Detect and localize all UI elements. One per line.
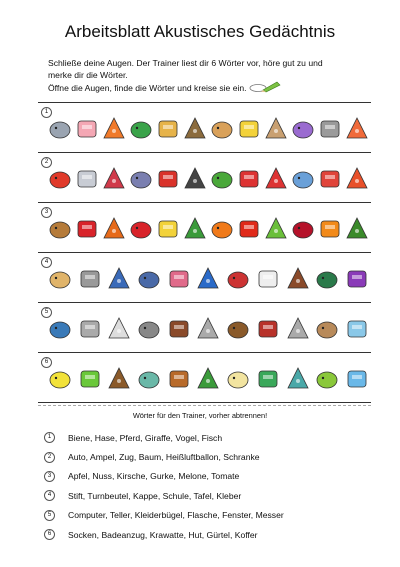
school-icon[interactable] — [48, 265, 72, 293]
instruction-line-1: Schließe deine Augen. Der Trainer liest dir 6 Wörter vor, höre gut zu und — [48, 58, 323, 68]
ruler-icon[interactable] — [256, 265, 280, 293]
trainer-note: Wörter für den Trainer, vorher abtrennen! — [132, 411, 268, 420]
trainer-word-item — [44, 447, 374, 466]
traffic-light-icon[interactable] — [183, 165, 207, 193]
scissors-icon[interactable] — [226, 265, 250, 293]
train-icon[interactable] — [129, 165, 153, 193]
airplane-icon[interactable] — [75, 165, 99, 193]
item-number: 1 — [44, 432, 55, 443]
cap-icon[interactable] — [196, 265, 220, 293]
picture-row — [38, 202, 371, 252]
instructions — [48, 58, 378, 97]
tomato-icon[interactable] — [237, 215, 261, 243]
crocodile-icon[interactable] — [129, 115, 153, 143]
page-title: Arbeitsblatt Akustisches Gedächtnis — [64, 22, 336, 41]
road-sign-icon[interactable] — [264, 165, 288, 193]
pyjamas-icon[interactable] — [345, 365, 369, 393]
item-words: Auto, Ampel, Zug, Baum, Heißluftballon, Schranke — [68, 452, 260, 463]
nut-icon[interactable] — [48, 215, 72, 243]
picture-rows — [38, 102, 371, 403]
item-words: Apfel, Nuss, Kirsche, Gurke, Melone, Tomate — [68, 471, 240, 482]
giraffe-icon[interactable] — [156, 115, 180, 143]
bottle-icon[interactable] — [256, 315, 280, 343]
row-number: 3 — [41, 207, 52, 218]
item-number: 5 — [44, 510, 55, 521]
instruction-line-3: Öffne die Augen, finde die Wörter und kreise sie ein. — [48, 83, 247, 94]
row-number: 6 — [41, 357, 52, 368]
bee-icon[interactable] — [237, 115, 261, 143]
trainer-word-item — [44, 467, 374, 486]
row-number: 2 — [41, 157, 52, 168]
skateboard-icon[interactable] — [48, 165, 72, 193]
spoon-icon[interactable] — [78, 315, 102, 343]
picture-row — [38, 102, 371, 152]
row-icons — [48, 211, 369, 247]
picture-row — [38, 352, 371, 403]
row-number: 4 — [41, 257, 52, 268]
trainer-word-item — [44, 525, 374, 544]
duck-icon[interactable] — [183, 115, 207, 143]
barrier-icon[interactable] — [237, 165, 261, 193]
pepper-icon[interactable] — [102, 215, 126, 243]
row-icons — [48, 311, 369, 347]
picture-icon[interactable] — [48, 315, 72, 343]
apple-icon[interactable] — [129, 215, 153, 243]
tshirt-icon[interactable] — [48, 365, 72, 393]
suitcase-icon[interactable] — [167, 365, 191, 393]
picture-row — [38, 152, 371, 202]
chalkboard-icon[interactable] — [315, 265, 339, 293]
lettuce-icon[interactable] — [264, 215, 288, 243]
cut-line — [38, 405, 371, 406]
row-icons — [48, 161, 369, 197]
cherry-icon[interactable] — [291, 215, 315, 243]
item-words: Biene, Hase, Pferd, Giraffe, Vogel, Fisch — [68, 432, 223, 443]
melon-icon[interactable] — [183, 215, 207, 243]
item-words: Socken, Badeanzug, Krawatte, Hut, Gürtel, Koffer — [68, 529, 258, 540]
knife-icon[interactable] — [196, 315, 220, 343]
hat-icon[interactable] — [78, 365, 102, 393]
fish-icon[interactable] — [345, 115, 369, 143]
instruction-line-3-wrap — [48, 81, 378, 97]
sweater-icon[interactable] — [315, 365, 339, 393]
fork-icon[interactable] — [286, 315, 310, 343]
socks-icon[interactable] — [286, 365, 310, 393]
computer-icon[interactable] — [137, 315, 161, 343]
banana-icon[interactable] — [156, 215, 180, 243]
item-number: 4 — [44, 490, 55, 501]
scooter-icon[interactable] — [102, 165, 126, 193]
flip-flops-icon[interactable] — [256, 365, 280, 393]
item-words: Computer, Teller, Kleiderbügel, Flasche, Fenster, Messer — [68, 510, 284, 521]
instruction-line-2: merke dir die Wörter. — [48, 69, 128, 80]
item-number: 2 — [44, 452, 55, 463]
paperclip-icon[interactable] — [78, 265, 102, 293]
mouse-icon[interactable] — [318, 115, 342, 143]
school-bag-icon[interactable] — [107, 265, 131, 293]
elephant-icon[interactable] — [48, 115, 72, 143]
eraser-icon[interactable] — [167, 265, 191, 293]
item-words: Stift, Turnbeutel, Kappe, Schule, Tafel, Kleber — [68, 490, 242, 501]
motor-scooter-icon[interactable] — [318, 165, 342, 193]
picture-row — [38, 302, 371, 352]
belt-icon[interactable] — [107, 365, 131, 393]
row-number: 5 — [41, 307, 52, 318]
crayons-icon[interactable] — [345, 265, 369, 293]
row-number: 1 — [41, 107, 52, 118]
hanger-icon[interactable] — [315, 315, 339, 343]
item-number: 3 — [44, 471, 55, 482]
trainer-word-list — [44, 428, 374, 544]
pig-icon[interactable] — [75, 115, 99, 143]
row-icons — [48, 261, 369, 297]
tie-icon[interactable] — [196, 365, 220, 393]
trainer-word-item — [44, 506, 374, 525]
row-icons — [48, 361, 369, 397]
picture-row — [38, 252, 371, 302]
cow-icon[interactable] — [210, 115, 234, 143]
trainer-word-item — [44, 428, 374, 447]
cucumber-icon[interactable] — [345, 215, 369, 243]
butterfly-icon[interactable] — [102, 115, 126, 143]
swimsuit-icon[interactable] — [226, 365, 250, 393]
pencil-case-icon[interactable] — [137, 265, 161, 293]
orange-icon[interactable] — [318, 215, 342, 243]
hot-air-balloon-icon[interactable] — [345, 165, 369, 193]
row-icons — [48, 111, 369, 147]
car-icon[interactable] — [156, 165, 180, 193]
tree-icon[interactable] — [210, 165, 234, 193]
pencil-icon — [249, 81, 281, 97]
pencil-icon[interactable] — [286, 265, 310, 293]
trousers-icon[interactable] — [137, 365, 161, 393]
trainer-word-item — [44, 486, 374, 505]
plate-icon[interactable] — [107, 315, 131, 343]
glasses-icon[interactable] — [167, 315, 191, 343]
door-icon[interactable] — [226, 315, 250, 343]
item-number: 6 — [44, 529, 55, 540]
strawberry-icon[interactable] — [75, 215, 99, 243]
glass-icon[interactable] — [345, 315, 369, 343]
sailboat-icon[interactable] — [291, 165, 315, 193]
carrot-icon[interactable] — [210, 215, 234, 243]
bird-icon[interactable] — [291, 115, 315, 143]
horse-icon[interactable] — [264, 115, 288, 143]
